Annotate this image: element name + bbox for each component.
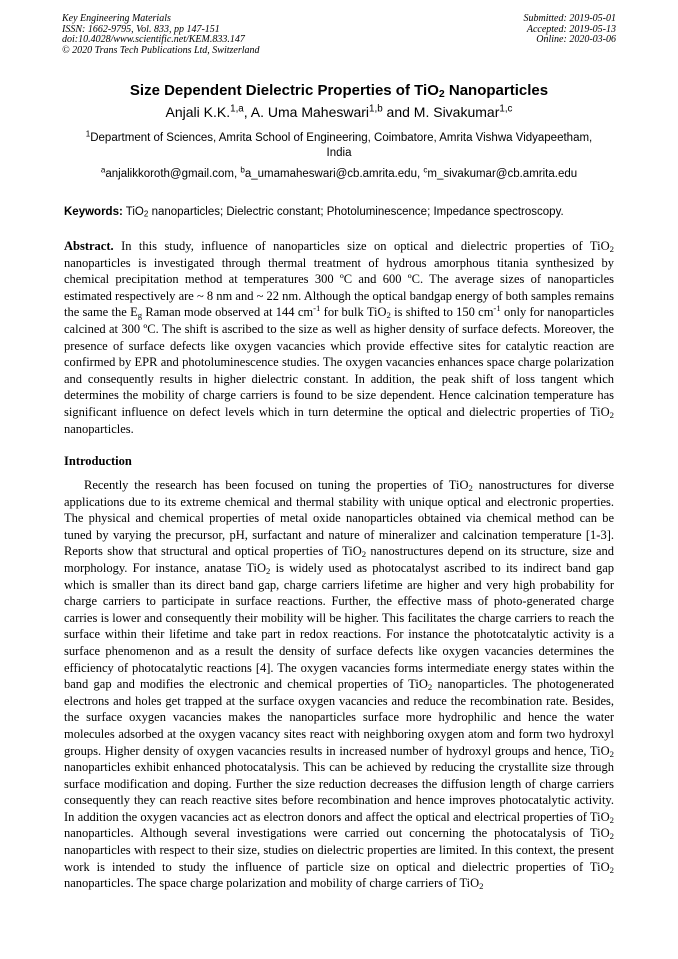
subscript: 2 (427, 681, 433, 692)
keywords (64, 206, 614, 218)
text-run: nanoparticles with respect to their size, studies on dielectric properties are limited. In this context, the present work is intended to study the influence of particle size on optical and dielectric properties of TiO (64, 843, 614, 874)
subscript: 2 (609, 814, 614, 825)
email-address[interactable]: a_umamaheswari@cb.amrita.edu (244, 168, 417, 180)
subscript: 2 (609, 243, 614, 254)
email-marker: b (240, 165, 245, 175)
subscript: 2 (479, 881, 484, 891)
author-affiliation-marker: 1,a (230, 103, 244, 115)
text-run: nanoparticles. The space charge polarization and mobility of charge carriers of TiO (64, 876, 480, 891)
keywords-text-start: TiO (122, 206, 144, 218)
title-text: Size Dependent Dielectric Properties of TiO (129, 82, 439, 99)
subscript: 2 (386, 310, 391, 321)
title-text-end: Nanoparticles (444, 82, 549, 99)
superscript: -1 (313, 303, 321, 314)
accepted-date: Accepted: 2019-05-13 (526, 23, 616, 35)
email-address[interactable]: anjalikkoroth@gmail.com (105, 168, 234, 180)
introduction-body (64, 477, 614, 892)
affiliation-marker: 1 (85, 129, 91, 139)
text-run: Recently the research has been focused on tuning the properties of TiO (84, 478, 469, 492)
subscript: 2 (609, 748, 614, 759)
text-run: is widely used as photocatalyst ascribed to its indirect band gap which is smaller than its direct band gap, charge carriers lifetime are higher and very high probability for charge carriers to participate in surface reactions. Further, the effective mass of photo-generated charge carries is lower and consequently their mobility will be higher. This facilitates the charge carriers to reach the surface within their lifetime and take part in redox reactions. For instance the phototcatalytic activity is a surface phenomenon and as a result the density of surface defects like oxygen vacancies determines the efficiency of photocatalytic reactions [4]. The oxygen vacancies forms intermediate energy states within the band gap and modifies the electronic and chemical properties of TiO (64, 560, 614, 692)
keywords-text: nanoparticles; Dielectric constant; Photoluminescence; Impedance spectroscopy. (148, 206, 564, 218)
author-separator: , (243, 104, 251, 120)
abstract (64, 238, 614, 437)
text-run: nanostructures depend on its structure, size and morphology. For instance, anatase TiO (64, 544, 615, 575)
subscript: 2 (468, 482, 473, 493)
title-subscript: 2 (438, 88, 445, 101)
author-name: Anjali K.K. (165, 104, 231, 120)
email-list (0, 165, 678, 180)
text-run: only for nanoparticles calcined at 300 ºC. The shift is ascribed to the size as well as higher density of surface defects. Moreover, the presence of surface defects like oxygen vacancies which provide effective sites for catalytic reaction are confirmed by EPR and photoluminescence studies. The oxygen vacancies enhances space charge polarization and consequently results in higher dielectric constant. In addition, the peak shift of loss tangent which determines the mobility of charge carriers is found to be size dependent. Hence calcination temperature has significant influence on defect levels which in turn determine the optical and dielectric properties of TiO (64, 305, 614, 419)
submission-dates (524, 14, 617, 46)
text-run: nanoparticles. (64, 421, 134, 436)
text-run: is shifted to 150 cm (390, 305, 494, 320)
email-address[interactable]: m_sivakumar@cb.amrita.edu (427, 168, 578, 180)
email-marker: c (423, 165, 428, 175)
subscript: 2 (266, 565, 271, 576)
keywords-label: Keywords: (64, 206, 123, 218)
keywords-subscript: 2 (143, 209, 149, 219)
text-run: nanoparticles. Although several investigations were carried out concerning the photocatalysis of TiO (64, 826, 610, 841)
email-marker: a (100, 165, 106, 175)
author-affiliation-marker: 1,c (499, 103, 513, 115)
author-name: A. Uma Maheswari (250, 104, 370, 120)
email-separator: , (416, 168, 424, 180)
subscript: 2 (361, 549, 367, 560)
subscript: g (137, 310, 143, 321)
text-run: nanostructures for diverse applications due to its extreme chemical and thermal stability with unique optical and electronic properties. The physical and chemical properties of metal oxide nanoparticles obtained via chemical method can be tuned by varying the precursor, pH, surfactant and nature of mineralizer and calcination temperature [1-3]. Reports show that structural and optical properties of TiO (64, 478, 614, 559)
text-run: nanoparticles is investigated through thermal treatment of hydrous amorphous titania synthesized by chemical precipitation method at temperatures 300 ºC and 600 ºC. The average sizes of nanoparticles estimated respectively are ~ 8 nm and ~ 22 nm. Although the optical bandgap energy of both samples remains the same the E (64, 255, 614, 320)
copyright-line: © 2020 Trans Tech Publications Ltd, Switzerland (62, 44, 260, 56)
abstract-body (64, 239, 614, 436)
author-affiliation-marker: 1,b (369, 103, 383, 115)
journal-name: Key Engineering Materials (62, 13, 171, 24)
section-heading-introduction: Introduction (64, 454, 132, 468)
subscript: 2 (609, 864, 614, 875)
affiliation (80, 131, 598, 161)
text-run: for bulk TiO (320, 305, 387, 320)
author-list (0, 104, 678, 120)
text-run: nanoparticles exhibit enhanced photocatalysis. This can be achieved by reducing the crystallite size through surface modification and doping. Further the size reduction decreases the diffusion length of charge carriers consequently they can reach reactive sites before recombination and hence improves photocatalytic activity. In addition the oxygen vacancies act as electron donors and affect the optical and electrical properties of TiO (64, 760, 614, 824)
journal-info (62, 14, 260, 56)
affiliation-text: Department of Sciences, Amrita School of Engineering, Coimbatore, Amrita Vishwa Vidyapeetham, India (90, 132, 593, 159)
text-run: In this study, influence of nanoparticles size on optical and dielectric properties of TiO (113, 239, 610, 253)
doi-line: doi:10.4028/www.scientific.net/KEM.833.147 (62, 34, 245, 45)
text-run: nanoparticles. The photogenerated electrons and holes get trapped at the surface oxygen vacancies and reduce the recombination rate. Besides, the surface oxygen vacancies makes the nanoparticles surface more hydrophilic and hence the water molecules adsorbed at the oxygen vacancy sites react with neighboring oxygen atom and form two hydroxyl groups. Higher density of oxygen vacancies results in increased number of hydroxyl groups and hence, TiO (64, 677, 614, 758)
subscript: 2 (609, 409, 614, 420)
subscript: 2 (609, 831, 614, 842)
author-name: M. Sivakumar (413, 104, 500, 120)
paper-title (0, 82, 678, 99)
issn-line: ISSN: 1662-9795, Vol. 833, pp 147-151 (62, 23, 220, 35)
email-separator: , (233, 168, 241, 180)
online-date: Online: 2020-03-06 (536, 34, 616, 45)
submitted-date: Submitted: 2019-05-01 (523, 13, 616, 24)
superscript: -1 (493, 303, 501, 314)
text-run: Raman mode observed at 144 cm (142, 305, 314, 320)
abstract-label: Abstract. (64, 239, 114, 253)
author-separator: and (382, 104, 414, 120)
